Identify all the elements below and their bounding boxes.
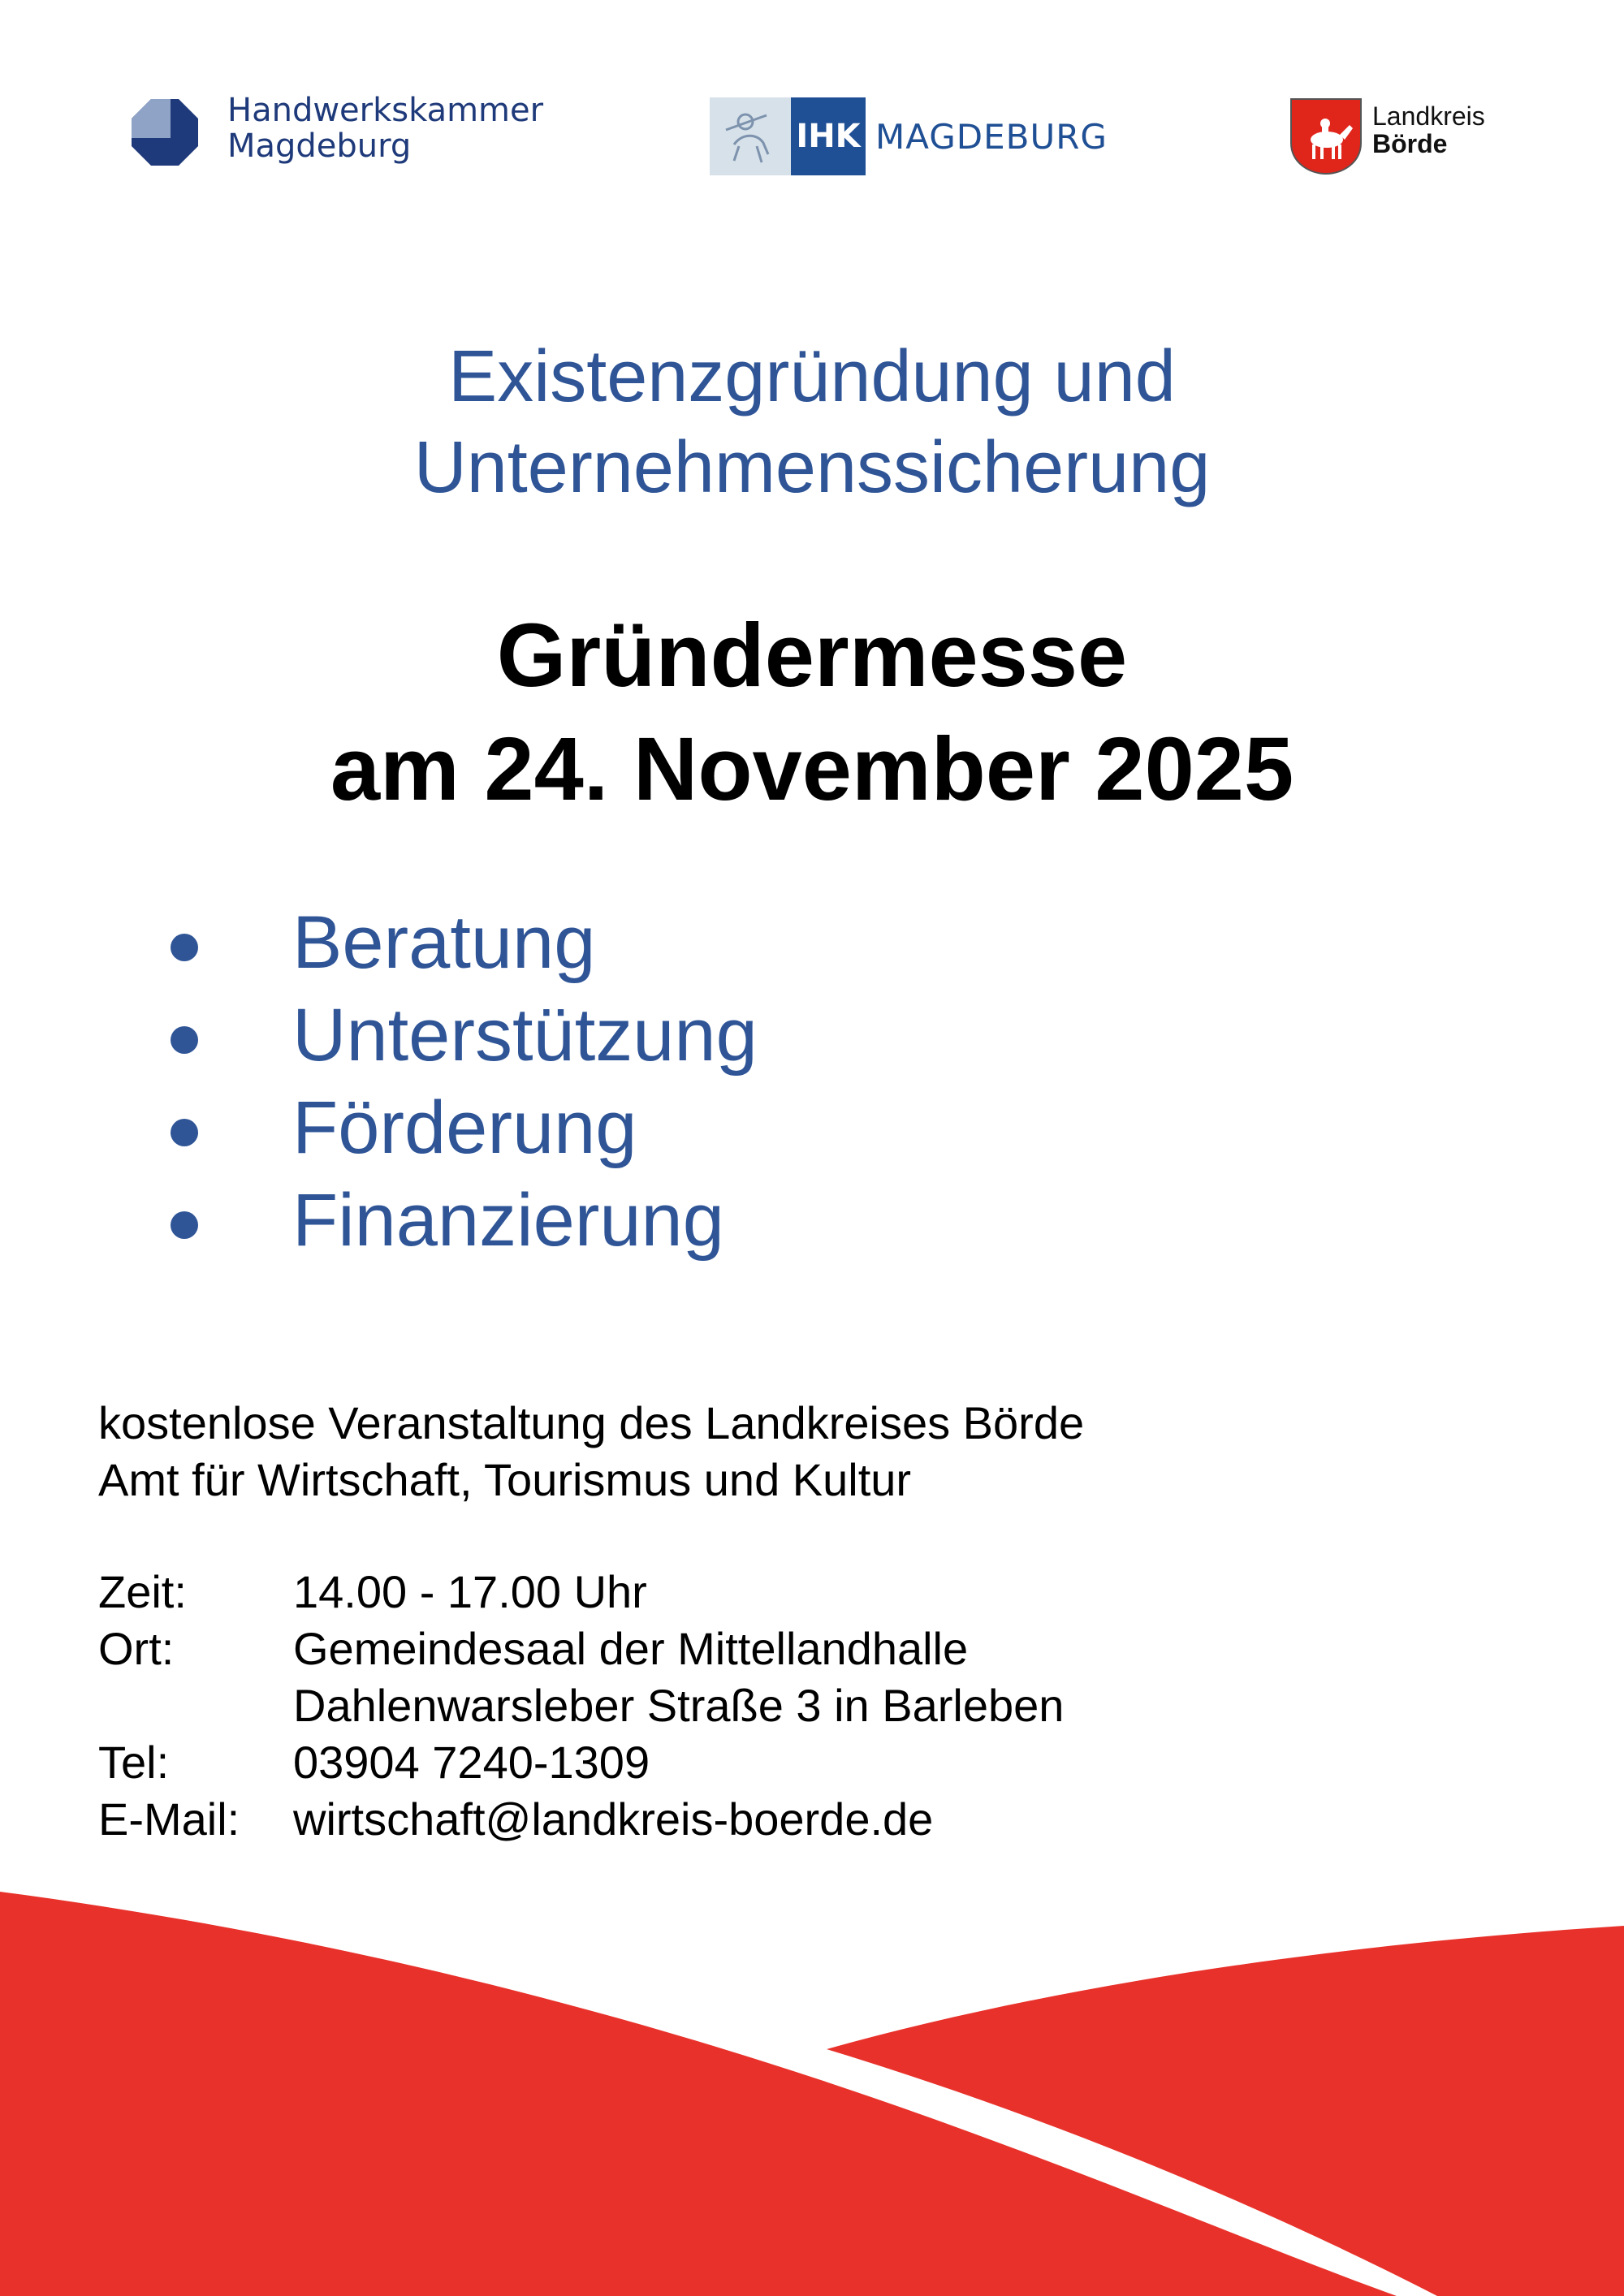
ihk-city-name: MAGDEBURG [875,117,1108,157]
title-line-1: Gründermesse [496,606,1128,706]
subtitle-line-2: Unternehmenssicherung [413,427,1211,508]
handwerkskammer-name: Handwerkskammer [227,92,544,129]
subtitle [0,331,1624,513]
list-item [0,1174,1624,1267]
ihk-box: IHK [791,97,866,175]
detail-value: 03904 7240-1309 [293,1737,650,1788]
detail-label: Ort: [98,1623,175,1674]
handwerkskammer-logo-mark [132,99,198,166]
organizer-line-2: Amt für Wirtschaft, Tourismus und Kultur [98,1454,912,1505]
page-title [0,599,1624,826]
detail-label: Tel: [98,1737,170,1788]
handwerkskammer-logo-text [227,93,543,164]
handwerkskammer-city: Magdeburg [227,127,412,165]
bullet-icon [171,1211,198,1239]
detail-value: Gemeindesaal der Mittellandhalle [293,1623,969,1674]
topic-list [0,896,1624,1267]
title-line-2: am 24. November 2025 [330,719,1294,819]
ihk-emblem-icon [710,97,791,175]
subtitle-line-1: Existenzgründung und [448,336,1176,417]
list-item [0,1081,1624,1174]
organizer-info [98,1395,1084,1508]
list-item-label: Beratung [292,901,596,984]
organizer-line-1: kostenlose Veranstaltung des Landkreises Börde [98,1397,1085,1448]
landkreis-coat-of-arms-icon [1289,97,1363,175]
list-item-label: Förderung [292,1086,637,1169]
bullet-icon [171,1119,198,1146]
detail-label: Zeit: [98,1566,187,1617]
landkreis-name: Börde [1372,129,1448,158]
landkreis-logo-text [1372,102,1485,158]
list-item [0,989,1624,1081]
list-item-label: Finanzierung [292,1179,724,1262]
detail-value: Dahlenwarsleber Straße 3 in Barleben [293,1680,1065,1731]
ihk-logo [710,97,1108,175]
landkreis-label: Landkreis [1372,101,1485,131]
detail-value: 14.00 - 17.00 Uhr [293,1566,647,1617]
list-item [0,896,1624,989]
email-link[interactable]: wirtschaft@landkreis-boerde.de [293,1793,934,1845]
bullet-icon [171,1026,198,1054]
detail-label: E-Mail: [98,1793,240,1845]
bullet-icon [171,934,198,961]
list-item-label: Unterstützung [292,994,758,1077]
